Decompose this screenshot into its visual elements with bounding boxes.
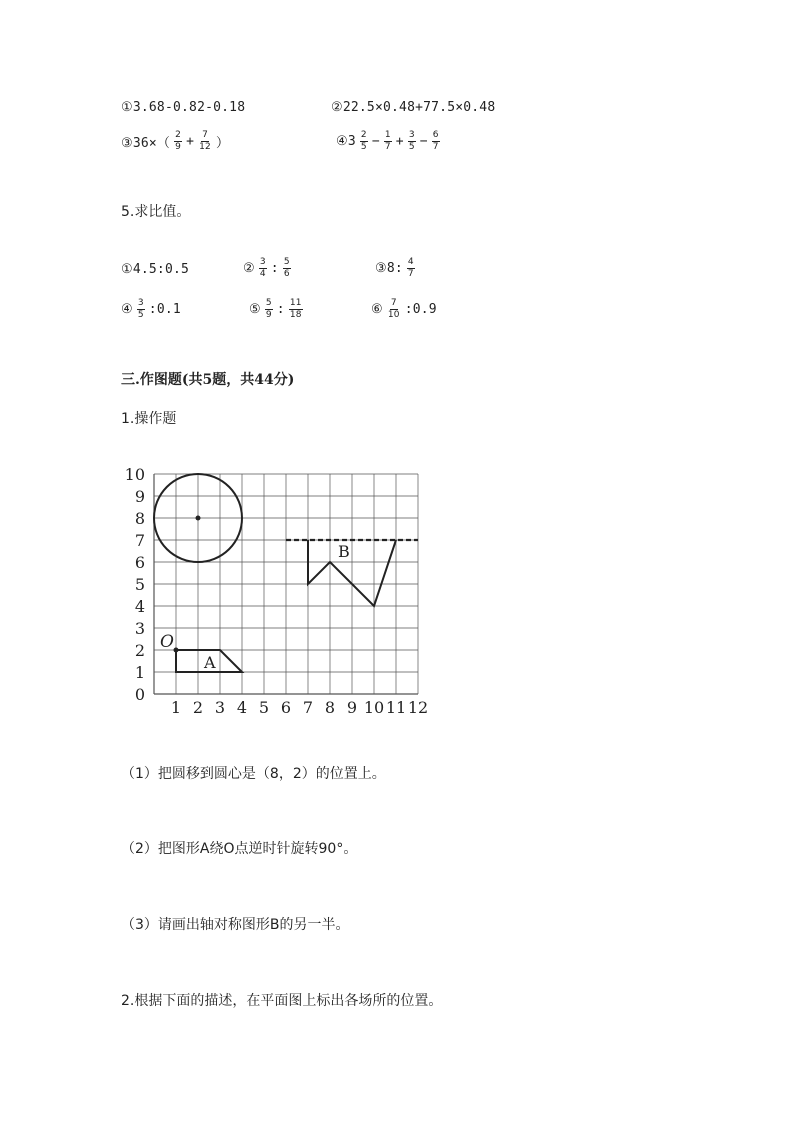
ratio-r6 [371,298,437,321]
item-number: ⑥ [371,302,383,317]
operator: + [395,134,404,149]
denominator: 12 [199,142,211,152]
y-tick-label: 3 [134,619,145,638]
circle-center-point [196,516,201,521]
numerator: 3 [408,130,415,140]
denominator: 6 [283,269,290,279]
denominator: 9 [175,142,182,152]
denominator: 5 [360,142,367,152]
x-tick-label: 6 [280,698,292,717]
fraction [432,130,440,153]
calc-q1: ①3.68-0.82-0.18 [121,100,246,115]
x-tick-label: 8 [324,698,336,717]
fraction [259,257,267,280]
x-tick-label: 3 [214,698,226,717]
fraction [407,257,415,280]
numerator: 1 [384,130,391,140]
y-tick-label: 8 [134,509,145,528]
y-tick-label: 7 [134,531,145,550]
x-tick-label: 12 [407,698,429,717]
question-2-title: 2.根据下面的描述，在平面图上标出各场所的位置。 [121,993,443,1009]
denominator: 7 [384,142,391,152]
x-tick-label: 10 [363,698,385,717]
item-number: ③8: [375,261,403,276]
calc-q4-prefix: ④3 [336,134,356,149]
ratio-r3 [375,257,419,280]
x-tick-label: 2 [192,698,204,717]
numerator: 6 [432,130,439,140]
ratio-separator: : [276,302,285,317]
fraction [360,130,368,153]
y-tick-label: 1 [134,663,145,682]
label-a: A [204,653,216,672]
coordinate-grid-figure [115,462,445,724]
section-heading: 三.作图题(共5题，共44分) [121,372,295,388]
fraction [387,298,401,321]
y-tick-label: 6 [134,553,145,572]
x-tick-label: 4 [236,698,248,717]
denominator: 5 [137,310,144,320]
ratio-rest: :0.1 [148,302,181,317]
ratio-r2 [243,257,295,280]
numerator: 3 [259,257,266,267]
numerator: 2 [175,130,182,140]
question-title: 1.操作题 [121,411,177,427]
fraction [174,130,182,153]
y-tick-label: 10 [124,465,145,484]
denominator: 9 [265,310,272,320]
label-b: B [338,542,350,561]
numerator: 11 [289,298,302,308]
numerator: 5 [265,298,272,308]
x-tick-label: 1 [170,698,182,717]
label-o: O [160,632,174,652]
task-2: （2）把图形A绕O点逆时针旋转90°。 [121,841,358,857]
calc-q3 [121,130,229,153]
fraction [289,298,303,321]
numerator: 5 [283,257,290,267]
item-number: ② [243,261,255,276]
x-tick-label: 11 [385,698,407,717]
calc-q4 [336,130,444,153]
y-tick-label: 0 [134,685,145,704]
fraction [265,298,273,321]
point-o [174,648,179,653]
numerator: 3 [137,298,144,308]
y-tick-label: 4 [134,597,145,616]
ratio-r4 [121,298,181,321]
x-tick-label: 9 [346,698,358,717]
denominator: 7 [432,142,439,152]
x-tick-label: 7 [302,698,314,717]
numerator: 2 [360,130,367,140]
fraction [198,130,212,153]
y-tick-label: 2 [134,641,145,660]
denominator: 18 [289,310,302,320]
denominator: 10 [387,310,400,320]
item-number: ⑤ [249,302,261,317]
ratio-rest: :0.9 [404,302,437,317]
y-tick-label: 5 [134,575,145,594]
numerator: 7 [202,130,208,140]
numerator: 7 [390,298,397,308]
fraction [283,257,291,280]
fraction [137,298,145,321]
ratio-separator: : [270,261,279,276]
calc-q3-prefix: ③36×（ [121,136,171,151]
task-1: （1）把圆移到圆心是（8，2）的位置上。 [121,766,386,782]
fraction [384,130,392,153]
task-3: （3）请画出轴对称图形B的另一半。 [121,917,350,933]
y-tick-label: 9 [134,487,145,506]
numerator: 4 [407,257,414,267]
operator: − [371,134,380,149]
calc-q2: ②22.5×0.48+77.5×0.48 [331,100,496,115]
calc-q3-suffix: ） [215,136,230,151]
operator: − [419,134,428,149]
operator: + [186,134,195,149]
fraction [408,130,416,153]
x-tick-label: 5 [258,698,270,717]
denominator: 4 [259,269,266,279]
item-number: ④ [121,302,133,317]
denominator: 5 [408,142,415,152]
ratio-title: 5.求比值。 [121,204,191,220]
ratio-r1: ①4.5:0.5 [121,262,190,277]
denominator: 7 [407,269,414,279]
ratio-r5 [249,298,307,321]
